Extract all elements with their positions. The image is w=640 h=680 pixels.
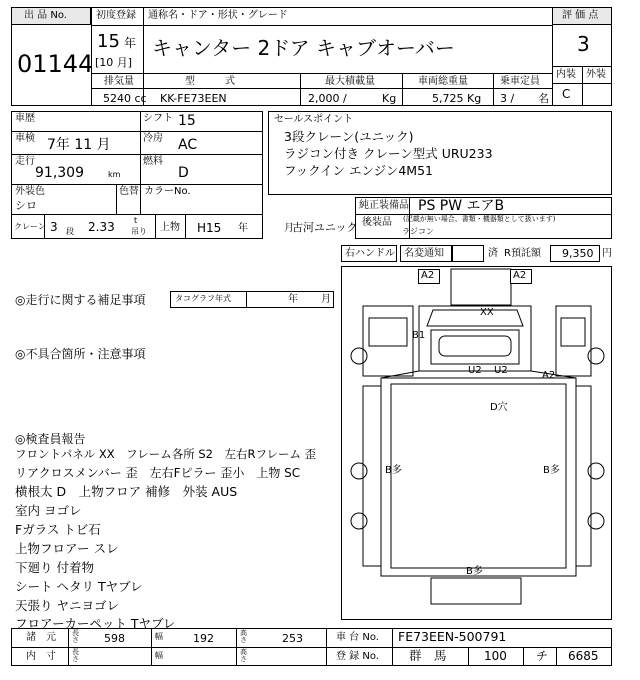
meter-change-value-cell <box>452 245 484 262</box>
crane-ton: 2.33 <box>88 220 115 234</box>
crane-hang-unit: 吊り <box>131 227 147 236</box>
wheel-rear-right <box>588 463 604 479</box>
cab-right-side <box>556 306 591 376</box>
model-label: 型 式 <box>185 76 235 87</box>
gross-weight-label: 車両総重量 <box>418 76 468 87</box>
inspector-line: 室内 ヨゴレ <box>15 503 82 518</box>
crane-stage-unit: 段 <box>66 227 74 236</box>
reg-class: 100 <box>484 649 507 663</box>
gross-weight-value: 5,725 Kg <box>432 92 482 105</box>
color-no-label: カラーNo. <box>144 186 191 197</box>
damage-mark: B1 <box>412 330 426 341</box>
chassis-no: FE73EEN-500791 <box>398 629 507 644</box>
wheel-rear-left <box>351 463 367 479</box>
model-code: KK-FE73EEN <box>160 92 227 105</box>
fuel-label: 燃料 <box>143 156 163 167</box>
tacho-year: 年 <box>288 294 298 305</box>
tailgate <box>431 578 521 604</box>
vehicle-name: キャンター 2ドア キャブオーバー <box>152 36 455 60</box>
width-label-2: 幅 <box>155 651 163 660</box>
capacity-label: 乗車定員 <box>500 76 540 87</box>
wheel-rear-right-2 <box>588 513 604 529</box>
inspector-line: リアクロスメンバー 歪 左右Fピラー 歪小 上物 SC <box>15 466 301 480</box>
reg-kana: チ <box>536 649 549 663</box>
sales-point-line: フックイン エンジン4M51 <box>284 163 433 178</box>
aftermarket-label: 後装品 <box>362 217 392 228</box>
score-label: 評 価 点 <box>562 10 599 21</box>
first-reg-year: 15 <box>97 31 120 52</box>
height-label-2: 高さ <box>240 648 247 663</box>
inspector-line: フロアーカーペット Tヤブレ <box>15 616 176 631</box>
tacho-label: タコグラフ年式 <box>175 294 231 303</box>
dims-label: 諸 元 <box>26 632 56 643</box>
inspector-line: フロントパネル XX フレーム各所 S2 左右Rフレーム 歪 <box>15 447 317 461</box>
length-label: 長さ <box>72 629 79 644</box>
reg-number: 6685 <box>568 649 599 663</box>
damage-mark: D穴 <box>490 402 508 413</box>
first-reg-month: [10 月] <box>95 56 133 69</box>
interior-label: 内装 <box>556 69 576 80</box>
interior-dims-label: 内 寸 <box>26 651 56 662</box>
mileage-label: 走行 <box>15 156 35 167</box>
cooling-value: AC <box>178 137 198 153</box>
max-load-label: 最大積載量 <box>325 76 375 87</box>
year-unit: 年 <box>124 36 137 50</box>
length-value: 598 <box>104 632 125 645</box>
inspector-line: Fガラス トビ石 <box>15 522 101 537</box>
bed-inner <box>391 384 566 568</box>
wheel-front-left <box>351 348 367 364</box>
capacity-value: 3 / <box>500 92 515 105</box>
fuel-value: D <box>178 165 189 181</box>
damage-mark: B多 <box>385 465 402 476</box>
body-month-unit: 月 <box>284 223 294 234</box>
mileage-unit: km <box>108 170 121 179</box>
shift-label: シフト <box>143 113 173 124</box>
damage-mark: A2 <box>542 370 556 381</box>
length-label-2: 長さ <box>72 648 79 663</box>
damage-mark: A2 <box>421 270 435 281</box>
cab-window <box>439 336 511 356</box>
aftermarket-value: ラジコン <box>402 227 434 236</box>
body-label: 上物 <box>160 222 180 233</box>
displacement-label: 排気量 <box>104 76 134 87</box>
crane-stage: 3 <box>50 220 58 234</box>
supplement-label: ◎走行に関する補足事項 <box>15 293 146 307</box>
max-load-value: 2,000 / <box>308 92 347 105</box>
inspector-line: 天張り ヤニヨゴレ <box>15 598 119 613</box>
damage-mark: U2 <box>468 365 482 376</box>
score-value: 3 <box>577 32 590 56</box>
width-value: 192 <box>193 632 214 645</box>
equipment-label: 純正装備品 <box>359 200 409 211</box>
inspection-value: 7年 11 月 <box>47 137 111 153</box>
recycle-unit: 円 <box>602 248 612 259</box>
cab-body <box>431 330 519 364</box>
name-label: 通称名・ドア・形状・グレード <box>148 10 288 21</box>
body-year: H15 <box>197 221 222 235</box>
body-year-unit: 年 <box>238 223 248 234</box>
meter-change-label: 名変通知 <box>404 248 444 259</box>
recycle-label: R預託額 <box>504 248 541 259</box>
tacho-month: 月 <box>321 294 331 305</box>
recycle-value: 9,350 <box>562 247 594 260</box>
color-value: シロ <box>15 199 37 212</box>
sales-point-line: 3段クレーン(ユニック) <box>284 129 414 144</box>
sales-point-line: ラジコン付き クレーン型式 URU233 <box>284 146 493 161</box>
damage-mark: XX <box>480 307 494 318</box>
max-load-unit: Kg <box>382 92 397 105</box>
cooling-label: 冷房 <box>143 133 163 144</box>
equipment-value: PS PW エアB <box>418 198 505 214</box>
cab-roof <box>427 307 523 326</box>
steering-hand: 右ハンドル <box>345 248 395 259</box>
width-label: 幅 <box>155 632 163 641</box>
damage-mark: A2 <box>513 270 527 281</box>
color-label: 外装色 <box>15 186 45 197</box>
body-maker: 古河ユニック <box>292 221 358 234</box>
color-change-label: 色替 <box>119 186 139 197</box>
inspector-label: ◎検査員報告 <box>15 432 86 446</box>
shift-value: 15 <box>178 113 196 129</box>
crane-ton-unit: t <box>134 216 138 225</box>
recycle-flag: 済 <box>488 248 498 259</box>
inspector-line: 下廻り 付着物 <box>15 560 94 575</box>
damage-mark: B多 <box>466 566 483 577</box>
damage-mark: B多 <box>543 465 560 476</box>
crane-label: クレーン <box>14 222 46 231</box>
lot-label: 出 品 No. <box>24 10 67 21</box>
mileage-value: 91,309 <box>35 165 84 181</box>
inspector-line: 横根太 D 上物フロア 補修 外装 AUS <box>15 484 238 499</box>
interior-grade: C <box>562 87 571 101</box>
wheel-rear-left-2 <box>351 513 367 529</box>
damage-mark: U2 <box>494 365 508 376</box>
inspector-line: 上物フロアー スレ <box>15 541 119 556</box>
inspector-line: シート ヘタリ Tヤブレ <box>15 579 143 594</box>
lot-number: 01144 <box>17 50 94 78</box>
aftermarket-note: (記載が無い場合、書類・機器類として扱います) <box>403 215 556 223</box>
sales-points-label: セールスポイント <box>274 114 354 125</box>
reg-label: 登 録 No. <box>336 651 379 662</box>
exterior-label: 外装 <box>586 69 606 80</box>
reg-area: 群 馬 <box>409 648 447 663</box>
cab-left-side <box>363 306 413 376</box>
bed-outline <box>381 378 576 576</box>
wheel-front-right <box>588 348 604 364</box>
capacity-unit: 名 <box>538 92 549 105</box>
defects-label: ◎不具合箇所・注意事項 <box>15 347 146 361</box>
bed-right-side <box>576 386 591 566</box>
chassis-label: 車 台 No. <box>336 632 379 643</box>
inspection-label: 車検 <box>15 133 35 144</box>
windshield-top <box>451 269 511 305</box>
height-value: 253 <box>282 632 303 645</box>
height-label: 高さ <box>240 629 247 644</box>
displacement-value: 5240 cc <box>103 92 147 105</box>
first-reg-label: 初度登録 <box>96 10 136 21</box>
history-label: 車歴 <box>15 113 35 124</box>
cab-outline <box>419 306 531 371</box>
